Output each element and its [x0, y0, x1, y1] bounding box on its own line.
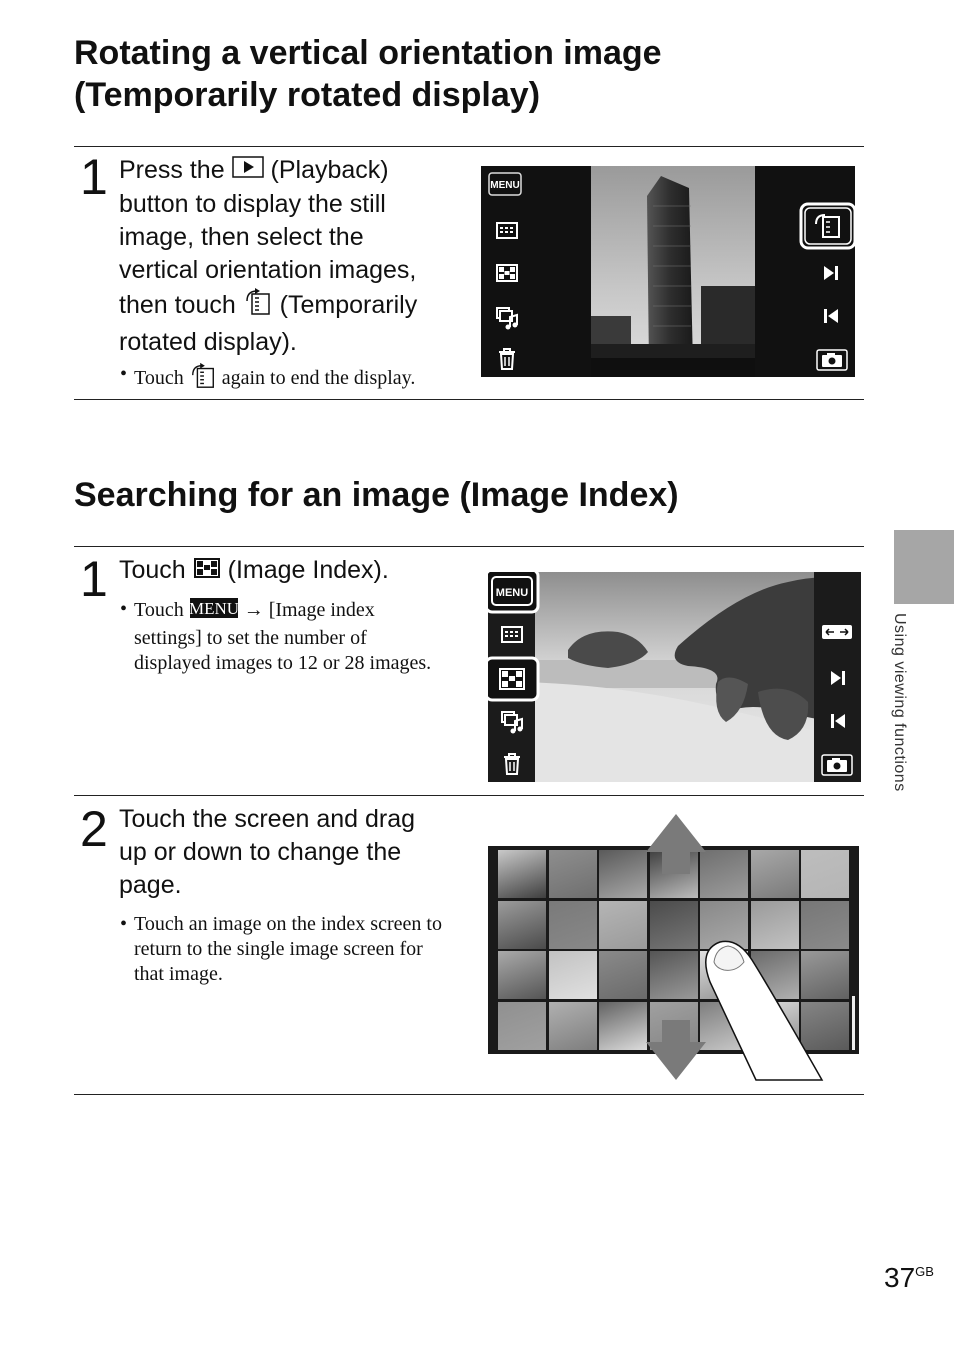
- camera-icon[interactable]: [816, 349, 848, 371]
- thumbnail[interactable]: [498, 850, 546, 898]
- divider: [74, 399, 864, 400]
- image-index-icon[interactable]: [495, 263, 519, 283]
- playback-icon: [232, 155, 264, 188]
- divider: [74, 1094, 864, 1095]
- thumbnail[interactable]: [549, 951, 597, 999]
- menu-icon[interactable]: [488, 572, 540, 614]
- step-number: 1: [80, 551, 108, 607]
- text: settings] to set the number of: [134, 627, 367, 649]
- next-icon[interactable]: [828, 669, 848, 687]
- slideshow-icon[interactable]: [494, 305, 520, 331]
- menu-icon[interactable]: [488, 172, 522, 196]
- step-instructions: [119, 554, 479, 588]
- text: up or down to change the: [119, 838, 402, 866]
- thumbnail[interactable]: [549, 850, 597, 898]
- camera-screen-playback: [481, 166, 855, 377]
- trash-icon[interactable]: [501, 752, 523, 776]
- note: [120, 912, 479, 987]
- thumbnail[interactable]: [498, 1002, 546, 1050]
- section-tab: [894, 530, 954, 604]
- text: (Image Index).: [227, 556, 389, 584]
- step-instructions: [119, 803, 479, 902]
- divider: [74, 146, 864, 147]
- rotate-display-icon: [189, 362, 217, 397]
- image-index-icon: [193, 555, 221, 588]
- divider: [74, 795, 864, 796]
- camera-icon[interactable]: [821, 754, 853, 776]
- rotate-display-icon: [243, 287, 273, 326]
- section-title-rotating: [74, 32, 662, 116]
- text: button to display the still: [119, 189, 386, 218]
- page-number: [884, 1262, 934, 1294]
- text: → [Image index: [243, 599, 375, 622]
- text: Touch an image on the index screen to: [134, 913, 442, 935]
- drag-gesture-illustration: [640, 812, 840, 1084]
- text: rotated display).: [119, 327, 297, 356]
- text: displayed images to 12 or 28 images.: [134, 652, 432, 674]
- step-number: 2: [80, 801, 108, 857]
- arrow-up-icon: [646, 814, 706, 874]
- side-section-label: [880, 613, 920, 843]
- text: again to end the display.: [221, 367, 416, 390]
- text: GB: [915, 1264, 934, 1279]
- thumbnail[interactable]: [549, 901, 597, 949]
- text: page.: [119, 871, 182, 899]
- text: vertical orientation images,: [119, 255, 417, 284]
- image-index-icon[interactable]: [488, 656, 540, 702]
- svg-text:MENU: MENU: [188, 599, 239, 618]
- note: [120, 362, 474, 397]
- text: Touch: [134, 367, 184, 390]
- section-title-image-index: Searching for an image (Image Index): [74, 476, 679, 514]
- text: image, then select the: [119, 222, 364, 251]
- text: 37: [884, 1262, 916, 1293]
- rotate-display-icon[interactable]: [799, 202, 855, 250]
- menu-icon: [189, 597, 239, 626]
- bullet: •: [120, 598, 128, 620]
- step-number: 1: [80, 149, 108, 205]
- text: Touch: [119, 556, 186, 584]
- text: (Playback): [270, 156, 389, 184]
- previous-icon[interactable]: [828, 712, 848, 730]
- building-photo: [591, 166, 755, 377]
- thumbnail[interactable]: [549, 1002, 597, 1050]
- slideshow-icon[interactable]: [499, 709, 525, 735]
- bullet: •: [120, 913, 128, 935]
- pan-icon[interactable]: [821, 624, 853, 640]
- trash-icon[interactable]: [496, 347, 518, 371]
- arrow-down-icon: [646, 1020, 706, 1080]
- scrollbar[interactable]: [852, 996, 855, 1050]
- calendar-icon[interactable]: [500, 624, 524, 644]
- text: Touch: [134, 599, 184, 622]
- previous-icon[interactable]: [821, 307, 841, 325]
- next-icon[interactable]: [821, 264, 841, 282]
- text: Using viewing functions: [891, 613, 908, 792]
- bullet: •: [120, 363, 128, 385]
- note: [120, 597, 479, 676]
- title-line: Rotating a vertical orientation image: [74, 34, 662, 72]
- svg-text:MENU: MENU: [490, 180, 520, 191]
- calendar-icon[interactable]: [495, 220, 519, 240]
- text: then touch: [119, 291, 236, 319]
- divider: [74, 546, 864, 547]
- thumbnail[interactable]: [498, 901, 546, 949]
- thumbnail[interactable]: [498, 951, 546, 999]
- text: Touch the screen and drag: [119, 805, 416, 833]
- title-line: (Temporarily rotated display): [74, 76, 541, 114]
- beach-photo: [488, 572, 861, 782]
- text: Press the: [119, 156, 225, 184]
- camera-screen-beach: [488, 572, 861, 782]
- text: return to the single image screen for: [134, 938, 423, 960]
- text: that image.: [134, 963, 223, 985]
- svg-text:MENU: MENU: [495, 587, 529, 599]
- step-instructions: [119, 154, 479, 359]
- text: (Temporarily: [279, 291, 418, 319]
